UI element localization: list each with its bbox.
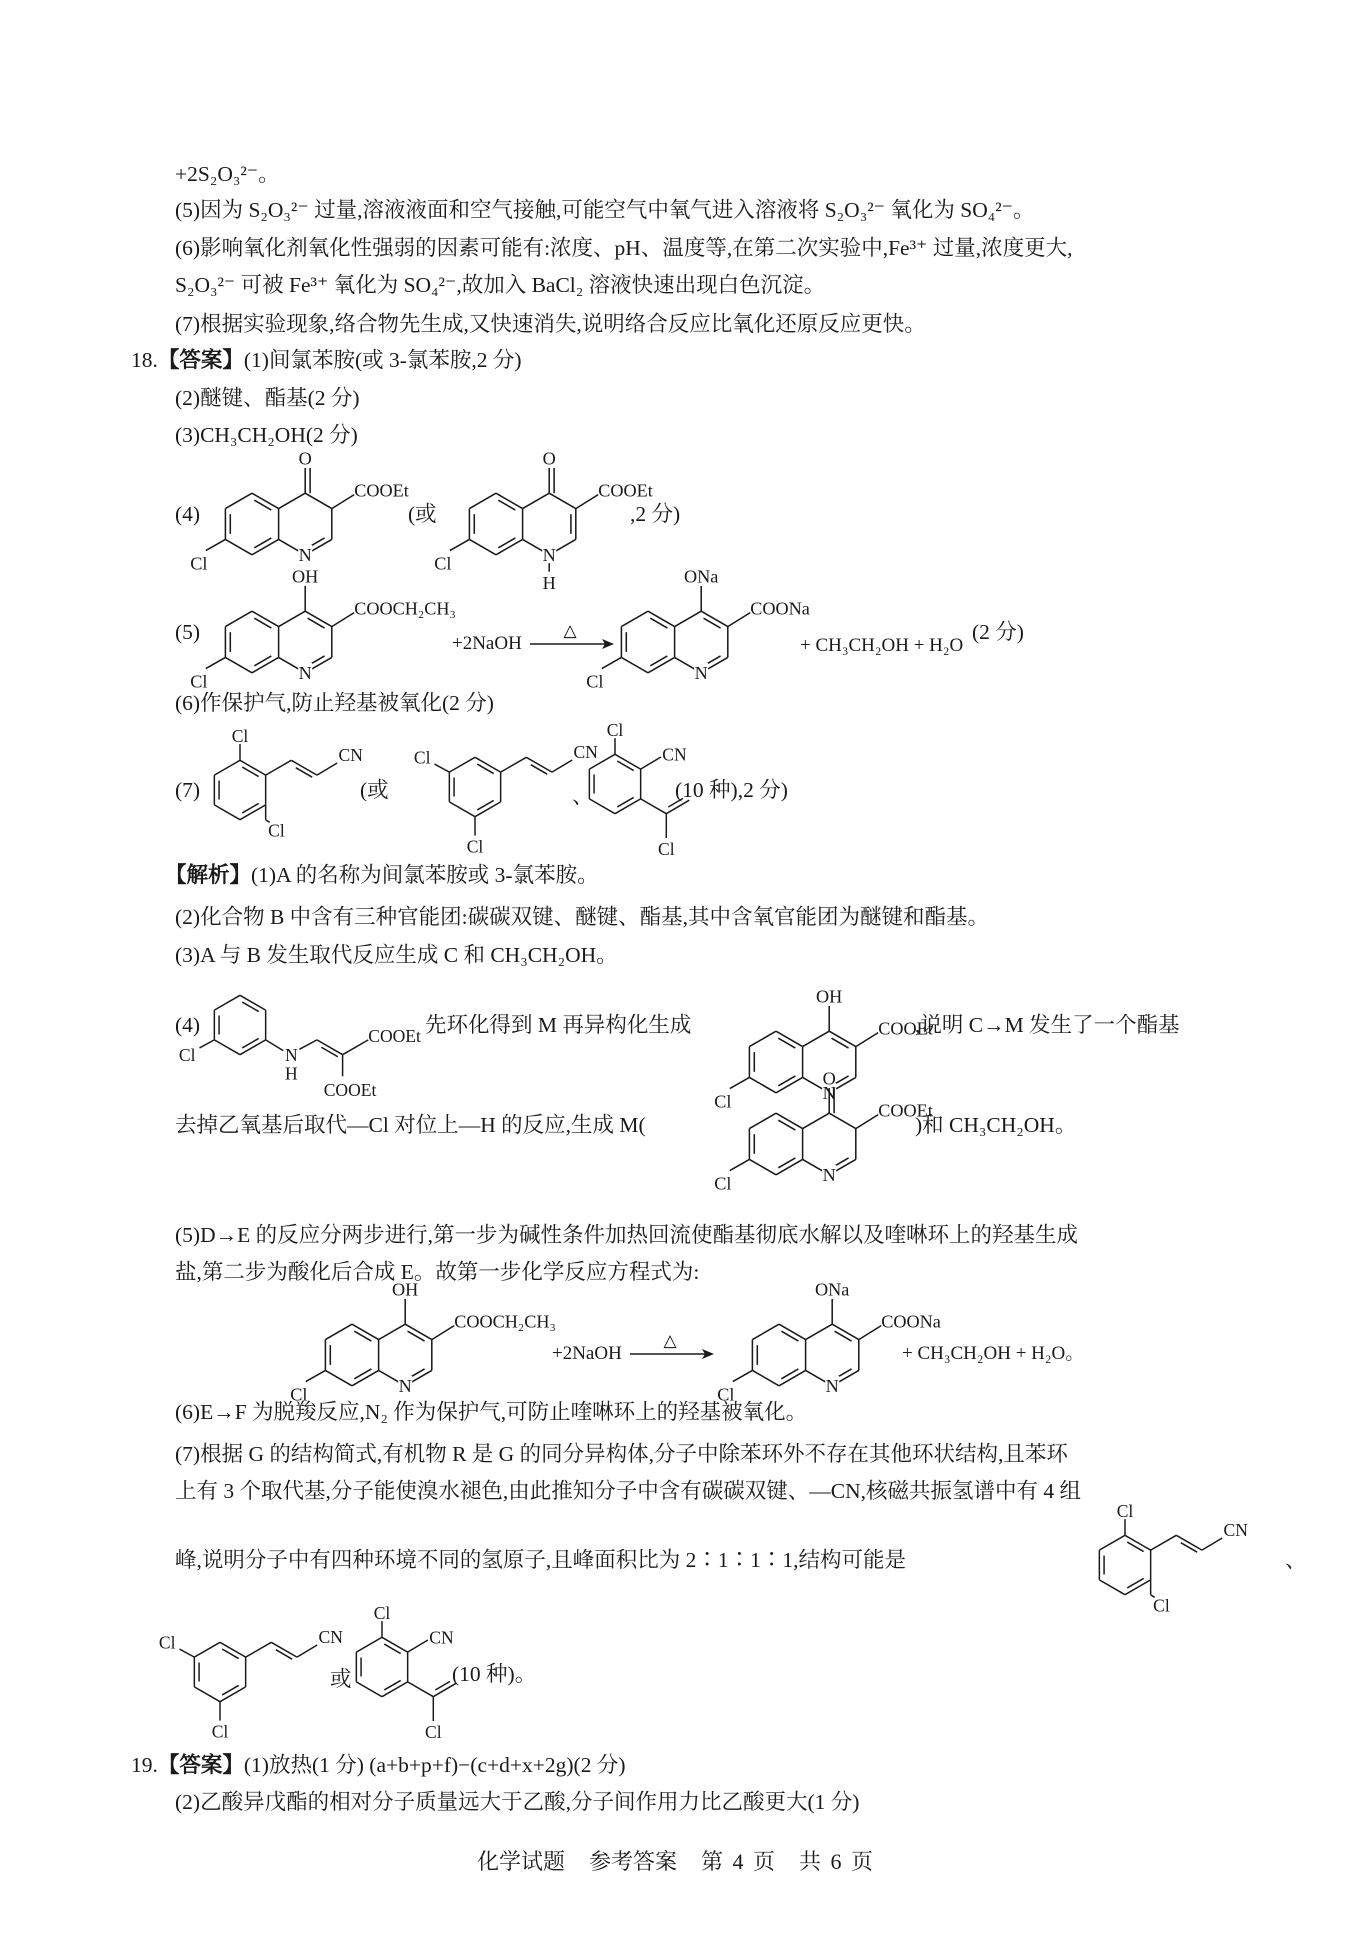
dichloro-isomer-structure xyxy=(158,1610,345,1742)
q18-answer-3: (3)CH₃CH₂OH(2 分) xyxy=(175,423,358,447)
bond xyxy=(730,1159,750,1170)
answer-tag: 【答案】 xyxy=(157,1753,244,1777)
bond xyxy=(225,611,252,626)
atom-label: Cl xyxy=(178,1044,196,1065)
dichlorocinnamonitrile-structure xyxy=(205,726,365,850)
q18-answer-7-tail: (10 种),2 分) xyxy=(675,778,788,802)
double-bond xyxy=(384,1644,400,1654)
atom-label: COOEt xyxy=(878,1018,933,1039)
atom-label: COOEt xyxy=(354,480,409,501)
atom-label: Cl xyxy=(268,820,285,841)
bond xyxy=(279,611,306,626)
bond xyxy=(749,1113,776,1128)
answer-text: (1)间氯苯胺(或 3-氯苯胺,2 分) xyxy=(243,348,522,372)
analysis-7-line1: (7)根据 G 的结构简式,有机物 R 是 G 的同分异构体,分子中除苯环外不存在其他环状结构,且苯环 xyxy=(175,1442,1068,1466)
double-bond xyxy=(222,1685,238,1695)
bond xyxy=(356,1637,382,1652)
atom-label: CN xyxy=(429,1627,454,1648)
atom-label: COOEt xyxy=(368,1025,421,1046)
analysis-4-line2: 去掉乙氧基后取代—Cl 对位上—H 的反应,生成 M( xyxy=(175,1113,646,1137)
q17-answer-7: (7)根据实验现象,络合物先生成,又快速消失,说明络合反应比氧化还原反应更快。 xyxy=(175,312,926,336)
double-bond xyxy=(254,500,271,510)
double-bond xyxy=(242,1038,258,1048)
atom-label: N xyxy=(398,1376,412,1397)
q17-line-1: +2S₂O₃²⁻。 xyxy=(175,162,280,186)
bond xyxy=(225,657,252,672)
products-text: + CH₃CH₂OH + H₂O。 xyxy=(902,1343,1085,1364)
double-bond xyxy=(498,538,515,548)
q17-answer-6-cont: S₂O₃²⁻ 可被 Fe³⁺ 氧化为 SO₄²⁻,故加入 BaCl₂ 溶液快速出现白色沉淀。 xyxy=(175,273,826,297)
heat-condition: △ xyxy=(563,621,577,640)
bond xyxy=(469,493,496,508)
double-bond xyxy=(477,800,493,810)
bond xyxy=(752,1370,779,1385)
double-bond xyxy=(254,656,271,666)
bond xyxy=(435,764,450,772)
page-footer xyxy=(0,1845,1350,1876)
double-bond xyxy=(222,1649,238,1659)
atom-label: Cl xyxy=(290,1384,308,1405)
bond xyxy=(194,1687,220,1702)
atom-label: OH xyxy=(292,566,319,587)
atom-label: H xyxy=(542,573,556,594)
atom-label: Cl xyxy=(586,671,604,692)
atom-label: N xyxy=(298,545,312,566)
atom-label: N xyxy=(822,1165,836,1186)
q19-answer-1 xyxy=(131,1751,626,1779)
atom-label: N xyxy=(298,663,312,684)
question-number: 18. xyxy=(131,348,158,372)
atom-label: ONa xyxy=(815,1279,850,1300)
bond xyxy=(1151,1535,1177,1550)
bond xyxy=(552,760,572,772)
atom-label: O xyxy=(298,448,312,469)
atom-label: Cl xyxy=(606,720,624,741)
analysis-2: (2)化合物 B 中含有三种官能团:碳碳双键、醚键、酯基,其中含氧官能团为醚键和酯基。 xyxy=(175,905,990,929)
footer-total: 共 6 页 xyxy=(799,1849,874,1874)
reagent-naoh: +2NaOH xyxy=(452,633,522,654)
atom-label: O xyxy=(542,448,556,469)
bond xyxy=(859,1326,881,1340)
bond xyxy=(279,493,306,508)
bond xyxy=(641,799,667,814)
analysis-4-tail: ,说明 C→M 发生了一个酯基 xyxy=(915,1013,1180,1037)
bond xyxy=(806,1324,833,1339)
bond xyxy=(803,1031,830,1046)
bond xyxy=(641,757,661,769)
footer-doc: 参考答案 xyxy=(588,1849,677,1874)
double-bond xyxy=(408,1331,425,1341)
analysis-6: (6)E→F 为脱羧反应,N₂ 作为保护气,可防止喹啉环上的羟基被氧化。 xyxy=(175,1400,808,1424)
bond xyxy=(752,1324,779,1339)
atom-label: Cl xyxy=(158,1632,176,1653)
atom-label: Cl xyxy=(1116,1501,1134,1522)
analysis-7-sep: 、 xyxy=(1285,1548,1307,1572)
double-bond xyxy=(650,656,667,666)
analysis-5-line1: (5)D→E 的反应分两步进行,第一步为碱性条件加热回流使酯基彻底水解以及喹啉环上的羟基生成 xyxy=(175,1223,1078,1247)
atom-label: CN xyxy=(318,1626,343,1647)
q17-answer-6: (6)影响氧化剂氧化性强弱的因素可能有:浓度、pH、温度等,在第二次实验中,Fe³⁺ 过量,浓度更大, xyxy=(175,236,1073,260)
keto-quinoline-m-structure xyxy=(714,1068,944,1202)
analysis-tag: 【解析】 xyxy=(165,863,252,887)
double-bond xyxy=(242,803,258,813)
double-bond xyxy=(650,618,667,628)
double-bond xyxy=(242,1002,258,1012)
double-bond xyxy=(242,767,258,777)
bond xyxy=(408,1640,428,1652)
bond xyxy=(356,1682,382,1697)
double-bond xyxy=(832,1038,849,1048)
bond xyxy=(225,493,252,508)
double-bond xyxy=(1181,1543,1197,1553)
bond xyxy=(214,1040,240,1055)
atom-label: N xyxy=(822,1083,836,1104)
double-bond xyxy=(254,538,271,548)
q18-answer-7-sep: 、 xyxy=(572,784,594,808)
atom-label: COOEt xyxy=(878,1100,933,1121)
bond xyxy=(206,539,226,550)
bond xyxy=(266,1040,284,1051)
answer-tag: 【答案】 xyxy=(157,348,244,372)
atom-label: CN xyxy=(573,741,598,762)
atom-label: Cl xyxy=(231,726,249,747)
atom-label: N xyxy=(694,663,708,684)
atom-label: CN xyxy=(338,744,363,765)
analysis-7-line2: 上有 3 个取代基,分子能使溴水褪色,由此推知分子中含有碳碳双键、—CN,核磁共振氢谱中有 4 组 xyxy=(175,1479,1081,1503)
bond xyxy=(299,1040,317,1049)
atom-label: Cl xyxy=(373,1603,391,1624)
bond xyxy=(549,493,576,508)
bond xyxy=(225,539,252,554)
analysis-3: (3)A 与 B 发生取代反应生成 C 和 CH₃CH₂OH。 xyxy=(175,943,618,967)
analysis-7-or: 或 xyxy=(330,1667,352,1691)
analysis-4-mid: 先环化得到 M 再异构化生成 xyxy=(425,1013,692,1037)
double-bond xyxy=(617,797,633,807)
q18-answer-4-label: (4) xyxy=(175,502,201,526)
bond xyxy=(266,760,292,775)
double-bond xyxy=(254,618,271,628)
double-bond xyxy=(778,1038,795,1048)
bond xyxy=(305,493,332,508)
bond xyxy=(675,611,702,626)
enamine-diester-structure xyxy=(178,975,435,1100)
bond xyxy=(246,1642,272,1657)
q18-answer-7-label: (7) xyxy=(175,778,201,802)
bond xyxy=(469,539,496,554)
bond xyxy=(501,757,527,772)
analysis-4-label: (4) xyxy=(175,1013,201,1037)
bond xyxy=(180,1649,195,1657)
bond xyxy=(621,611,648,626)
analysis-1 xyxy=(165,861,599,889)
atom-label: Cl xyxy=(190,671,208,692)
double-bond xyxy=(321,1047,337,1057)
atom-label: Cl xyxy=(434,553,452,574)
bond xyxy=(589,754,615,769)
atom-label: N xyxy=(825,1376,839,1397)
question-number: 19. xyxy=(131,1753,158,1777)
atom-label: COONa xyxy=(881,1311,941,1332)
bond xyxy=(332,495,354,509)
double-bond xyxy=(781,1369,798,1379)
q19-answer-2: (2)乙酸异戊酯的相对分子质量远大于乙酸,分子间作用力比乙酸更大(1 分) xyxy=(175,1790,860,1814)
atom-label: Cl xyxy=(425,1721,442,1742)
atom-label: OH xyxy=(392,1279,419,1300)
atom-label: COOEt xyxy=(598,480,653,501)
bond xyxy=(206,657,226,668)
double-bond xyxy=(477,764,493,774)
bond xyxy=(194,1642,220,1657)
atom-label: Cl xyxy=(1153,1595,1170,1616)
bond xyxy=(1202,1538,1222,1550)
q18-answer-6: (6)作保护气,防止羟基被氧化(2 分) xyxy=(175,691,494,715)
atom-label: Cl xyxy=(466,836,484,857)
bond xyxy=(379,1324,406,1339)
double-bond xyxy=(384,1680,400,1690)
bond xyxy=(200,1040,215,1048)
atom-label: Cl xyxy=(413,747,431,768)
answer-text: (1)放热(1 分) (a+b+p+f)−(c+d+x+2g)(2 分) xyxy=(243,1753,626,1777)
dichlorocinnamonitrile-structure xyxy=(1090,1501,1250,1625)
analysis-7-tail: (10 种)。 xyxy=(452,1662,537,1686)
bond xyxy=(449,802,475,817)
bond xyxy=(214,805,240,820)
q17-answer-5: (5)因为 S₂O₃²⁻ 过量,溶液液面和空气接触,可能空气中氧气进入溶液将 S₂O₃²⁻ 氧化为 SO₄²⁻。 xyxy=(175,198,1035,222)
score-text: (2 分) xyxy=(972,620,1024,644)
atom-label: COONa xyxy=(750,598,810,619)
bond xyxy=(325,1324,352,1339)
bond xyxy=(576,495,598,509)
bond xyxy=(332,613,354,627)
atom-label: CN xyxy=(1223,1519,1248,1540)
double-bond xyxy=(835,1331,852,1341)
double-bond xyxy=(781,1331,798,1341)
heat-condition: △ xyxy=(663,1331,677,1350)
double-bond xyxy=(1127,1542,1143,1552)
bond xyxy=(343,1040,369,1055)
analysis-4-line2-tail: )和 CH₃CH₂OH。 xyxy=(915,1113,1077,1137)
bond xyxy=(450,539,470,550)
double-bond xyxy=(778,1158,795,1168)
atom-label: Cl xyxy=(211,1721,229,1742)
double-bond xyxy=(617,761,633,771)
bond xyxy=(523,493,550,508)
footer-page: 第 4 页 xyxy=(701,1849,776,1874)
atom-label: Cl xyxy=(714,1091,732,1112)
atom-label: Cl xyxy=(658,838,675,859)
bond xyxy=(749,1031,776,1046)
q18-answer-2: (2)醚键、酯基(2 分) xyxy=(175,386,360,410)
bond xyxy=(1099,1580,1125,1595)
double-bond xyxy=(354,1369,371,1379)
atom-label: Cl xyxy=(190,553,208,574)
bond xyxy=(829,1113,856,1128)
double-bond xyxy=(704,618,721,628)
bond xyxy=(325,1370,352,1385)
bond xyxy=(856,1115,878,1129)
atom-label: N xyxy=(284,1044,298,1065)
reagent-naoh: +2NaOH xyxy=(552,1343,622,1364)
double-bond xyxy=(308,618,325,628)
q18-answer-4-tail: ,2 分) xyxy=(630,502,681,526)
bond xyxy=(306,1370,326,1381)
bond xyxy=(317,763,337,775)
q18-answer-7-or: (或 xyxy=(360,778,389,802)
analysis-5-line2: 盐,第二步为酸化后合成 E。故第一步化学反应方程式为: xyxy=(175,1260,700,1284)
atom-label: CN xyxy=(662,744,687,765)
bond xyxy=(1099,1535,1125,1550)
q18-answer-5-label: (5) xyxy=(175,620,201,644)
bond xyxy=(214,760,240,775)
bond xyxy=(733,1370,753,1381)
bond xyxy=(408,1682,434,1697)
reaction-arrow xyxy=(630,1328,720,1368)
double-bond xyxy=(778,1120,795,1130)
analysis-7-line3: 峰,说明分子中有四种环境不同的氢原子,且峰面积比为 2∶1∶1∶1,结构可能是 xyxy=(175,1548,907,1572)
atom-label: COOCH₂CH₃ xyxy=(454,1311,556,1332)
footer-subject: 化学试题 xyxy=(476,1849,565,1874)
bond xyxy=(749,1159,776,1174)
atom-label: COOEt xyxy=(323,1079,377,1100)
q18-answer-4-or: (或 xyxy=(408,502,437,526)
double-bond xyxy=(531,765,547,775)
double-bond xyxy=(296,768,312,778)
atom-label: Cl xyxy=(714,1173,732,1194)
bond xyxy=(621,657,648,672)
atom-label: COOCH₂CH₃ xyxy=(354,598,456,619)
bond xyxy=(449,757,475,772)
atom-label: O xyxy=(822,1068,836,1089)
bond xyxy=(856,1033,878,1047)
bond xyxy=(297,1645,317,1657)
atom-label: H xyxy=(284,1063,298,1084)
atom-label: N xyxy=(542,545,556,566)
atom-label: ONa xyxy=(684,566,719,587)
bond xyxy=(589,799,615,814)
atom-label: OH xyxy=(816,986,843,1007)
double-bond xyxy=(354,1331,371,1341)
double-bond xyxy=(1127,1578,1143,1588)
bond xyxy=(602,657,622,668)
bond xyxy=(214,995,240,1010)
atom-label: Cl xyxy=(717,1384,735,1405)
bond xyxy=(803,1113,830,1128)
double-bond xyxy=(498,500,515,510)
products-text: + CH₃CH₂OH + H₂O xyxy=(800,635,964,656)
analysis-text: (1)A 的名称为间氯苯胺或 3-氯苯胺。 xyxy=(251,863,599,887)
bond xyxy=(432,1326,454,1340)
double-bond xyxy=(276,1650,292,1660)
q18-answer-1 xyxy=(131,346,522,374)
bond xyxy=(728,613,750,627)
